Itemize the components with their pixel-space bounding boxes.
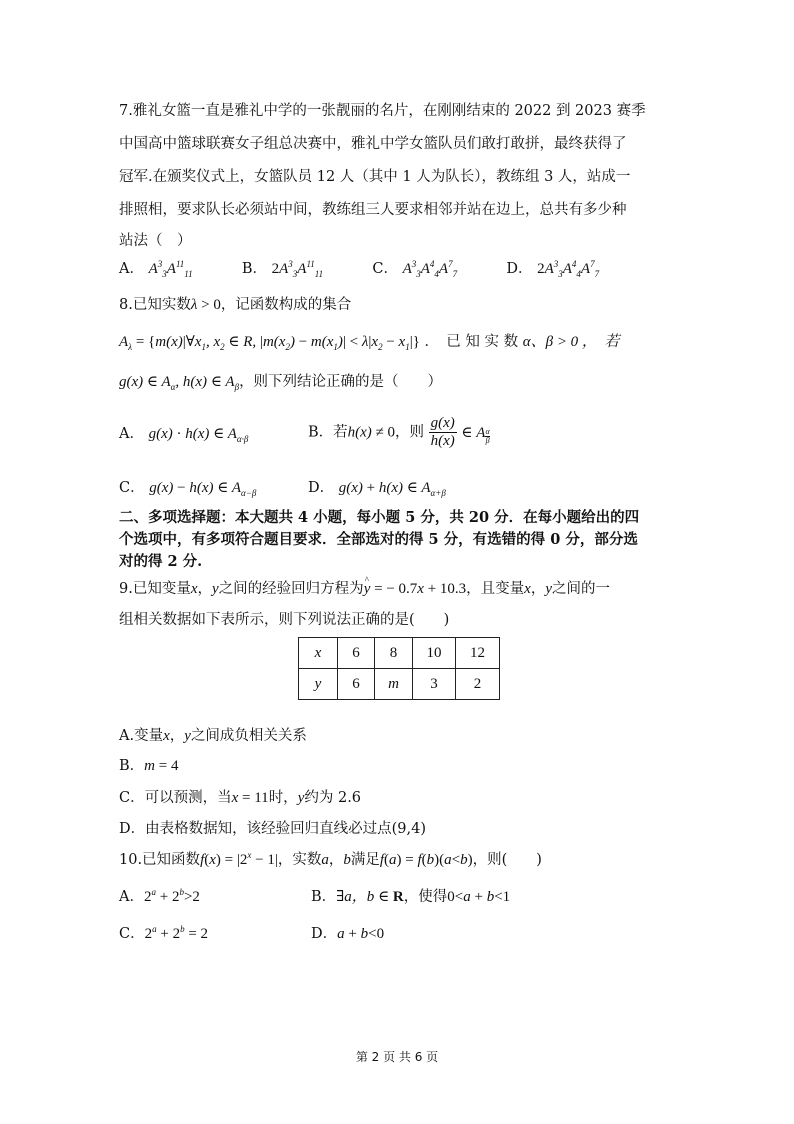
- q8-set-formula: $A_\lambda$ = {$m(x)|\forall x_1$, $x_2$ ∈ R, $|m(x_2) - m(x_1)| < \lambda|x_2 - x_1|$}: [119, 334, 420, 352]
- q10-stem: 10.已知函数$f(x) = |2^x - 1|$，实数a，b满足f(a) = f(b)(a<b)，则( ): [119, 850, 542, 868]
- q7-line5: 站法（ ）: [119, 233, 192, 249]
- table-cell: 2: [456, 669, 500, 700]
- q7-option-b-formula: $2A^3_3A^{11}_{11}$: [271, 259, 324, 279]
- q10-var-b: b: [343, 852, 351, 868]
- q10-option-a-formula: $2^a + 2^b>2$: [143, 887, 200, 905]
- q9-option-c-tail: 约为 2.6: [304, 790, 362, 806]
- q10-stem-mid: ，实数: [277, 852, 322, 868]
- q8-membership-formula: g(x) ∈ $A_\alpha$, h(x) ∈ $A_\beta$: [119, 374, 240, 392]
- q9-line1: 9.已知变量x，y之间的经验回归方程为^ y = − 0.7x + 10.3，且变量x，y之间的一: [119, 579, 610, 599]
- q10-function: $f(x) = |2^x - 1|$: [200, 850, 278, 868]
- q10-option-b-mid: ，使得: [403, 889, 448, 905]
- q8-line3-text: ，则下列结论正确的是（ ）: [239, 374, 443, 390]
- q9-option-b: [119, 756, 178, 776]
- q9-line2: 组相关数据如下表所示，则下列说法正确的是( ): [119, 612, 450, 628]
- q10-option-c-label: C．: [119, 926, 145, 942]
- q8-stem: [119, 295, 351, 315]
- q8-alpha-beta: α、β > 0 ， 若: [522, 334, 620, 350]
- q8-known-text: ． 已 知 实 数: [424, 334, 519, 350]
- q7-option-c-formula: $A^3_3A^4_4A^7_7$: [402, 259, 458, 279]
- table-row: [299, 669, 500, 700]
- table-cell: 6: [338, 669, 375, 700]
- q9-option-a-text: 之间成负相关关系: [190, 728, 307, 744]
- q7-line4: 排照相，要求队长必须站中间，教练组三人要求相邻并站在边上，总共有多少种: [119, 202, 627, 218]
- section2-line1: 二、多项选择题：本大题共 4 小题，每小题 5 分，共 20 分．在每小题给出的四: [119, 509, 640, 526]
- q9-vars-1: x: [190, 581, 198, 597]
- q7-option-a-label: A．: [119, 261, 144, 277]
- table-cell: x: [299, 638, 338, 669]
- q8-stem-tail: ，记函数构成的集合: [220, 297, 352, 313]
- table-cell: m: [375, 669, 413, 700]
- q7-options: [119, 259, 599, 279]
- q8-option-b-fraction: $\frac{g(x)}{h(x)}$: [430, 415, 455, 449]
- q8-stem-text: 8.已知实数: [119, 297, 191, 313]
- q10-var-a: a: [321, 852, 329, 868]
- q8-option-d-formula: g(x) + h(x) ∈ $A_{\alpha+\beta}$: [338, 480, 446, 498]
- q7-option-b-label: B．: [241, 261, 267, 277]
- q10-option-d-formula: a + b<0: [337, 926, 385, 942]
- q7-line3: 冠军.在颁奖仪式上，女篮队员 12 人（其中 1 人为队长），教练组 3 人，站成一: [119, 169, 631, 185]
- q8-option-b-set: ∈ A $\frac{\alpha}{\beta}$: [461, 424, 490, 445]
- section2-line3: 对的得 2 分.: [119, 553, 203, 570]
- q9-option-c-formula: x = 11: [231, 790, 269, 806]
- q9-line1-text-b: 之间的经验回归方程为: [218, 581, 364, 597]
- q8-option-c-formula: g(x) − h(x) ∈ $A_{\alpha-\beta}$: [149, 480, 257, 498]
- q9-option-a-var-y: y: [184, 728, 191, 744]
- q9-line1-text-c: ，且变量: [466, 581, 525, 597]
- q9-option-d: D．由表格数据知，该经验回归直线必过点(9,4): [119, 821, 426, 837]
- q10-option-a-label: A．: [119, 889, 144, 905]
- q8-option-c: [119, 478, 256, 498]
- q9-line1-text-a: 9.已知变量: [119, 581, 191, 597]
- table-cell: 12: [456, 638, 500, 669]
- q8-option-b-cond: h(x) ≠ 0: [347, 424, 396, 441]
- q9-var-y-1: y: [212, 581, 219, 597]
- q9-vars-2: x: [524, 581, 531, 597]
- q9-regression-equation: ^ y = − 0.7x + 10.3: [364, 581, 466, 597]
- q10-option-b-formula2: 0<a + b<1: [447, 889, 511, 905]
- q10-stem-tail: ，则( ): [472, 852, 542, 868]
- q8-option-d: [308, 478, 446, 498]
- q7-option-a-formula: $A^3_3A^{11}_{11}$: [148, 259, 193, 279]
- q9-option-b-formula: m = 4: [144, 758, 179, 774]
- q10-condition: f(a) = f(b)(a<b): [379, 852, 473, 868]
- q8-option-b: [308, 415, 490, 450]
- q8-option-b-label: B．: [308, 424, 334, 441]
- q7-option-c-label: C．: [372, 261, 398, 277]
- q10-stem-text: 10.已知函数: [119, 852, 201, 868]
- q9-option-c-var-y: y: [297, 790, 305, 806]
- q9-option-a-label: A.变量: [119, 728, 164, 744]
- q8-option-a-label: A．: [119, 426, 144, 442]
- q9-option-c-mid: 时，: [268, 790, 298, 806]
- q9-line1-text-d: 之间的一: [552, 581, 611, 597]
- q9-option-c-label: C．可以预测，当: [119, 790, 232, 806]
- q8-option-c-label: C．: [119, 480, 145, 496]
- q8-option-b-text: 若: [333, 424, 348, 441]
- q9-option-a: A.变量x，y之间成负相关关系: [119, 728, 307, 744]
- table-cell: 6: [338, 638, 375, 669]
- q8-lambda-condition: λ > 0: [190, 297, 221, 313]
- table-cell: 10: [413, 638, 456, 669]
- page-footer: 第 2 页 共 6 页: [355, 1050, 439, 1064]
- q9-data-table: [298, 637, 500, 700]
- q10-stem-mid2: 满足: [350, 852, 380, 868]
- q8-option-d-label: D．: [308, 480, 335, 496]
- q7-option-d-label: D．: [506, 261, 533, 277]
- q10-option-c-formula: $2^a + 2^b = 2$: [144, 924, 209, 942]
- q8-line3: [119, 372, 442, 392]
- q8-options-ab: [119, 424, 248, 444]
- q10-option-b-label: B．: [311, 889, 337, 905]
- q10-option-d: [311, 924, 384, 944]
- table-cell: 3: [413, 669, 456, 700]
- q10-option-b: [311, 887, 510, 907]
- section2-line2: 个选项中，有多项符合题目要求．全部选对的得 5 分，有选错的得 0 分，部分选: [119, 531, 638, 548]
- table-row: [299, 638, 500, 669]
- q7-option-d-formula: $2A^3_3A^4_4A^7_7$: [537, 259, 600, 279]
- q8-set-definition: [119, 332, 679, 352]
- q10-option-a: [119, 887, 200, 907]
- q8-option-a-formula: g(x) · h(x) ∈ $A_{\alpha\cdot\beta}$: [148, 426, 249, 444]
- q9-option-c: [119, 788, 361, 808]
- q7-line2: 中国高中篮球联赛女子组总决赛中，雅礼中学女篮队员们敢打敢拼，最终获得了: [119, 136, 627, 152]
- table-cell: 8: [375, 638, 413, 669]
- q8-option-b-text2: ，则: [395, 424, 425, 441]
- q7-line1: 7.雅礼女篮一直是雅礼中学的一张靓丽的名片，在刚刚结束的 2022 到 2023 赛季: [119, 103, 646, 119]
- q9-var-y-2: y: [545, 581, 553, 597]
- q10-option-d-label: D．: [311, 926, 338, 942]
- q9-option-a-vars: x: [163, 728, 170, 744]
- q10-option-c: [119, 924, 208, 944]
- q9-option-b-label: B．: [119, 758, 145, 774]
- q10-option-b-formula: ∃a，b ∈ R: [336, 889, 404, 905]
- table-cell: y: [299, 669, 338, 700]
